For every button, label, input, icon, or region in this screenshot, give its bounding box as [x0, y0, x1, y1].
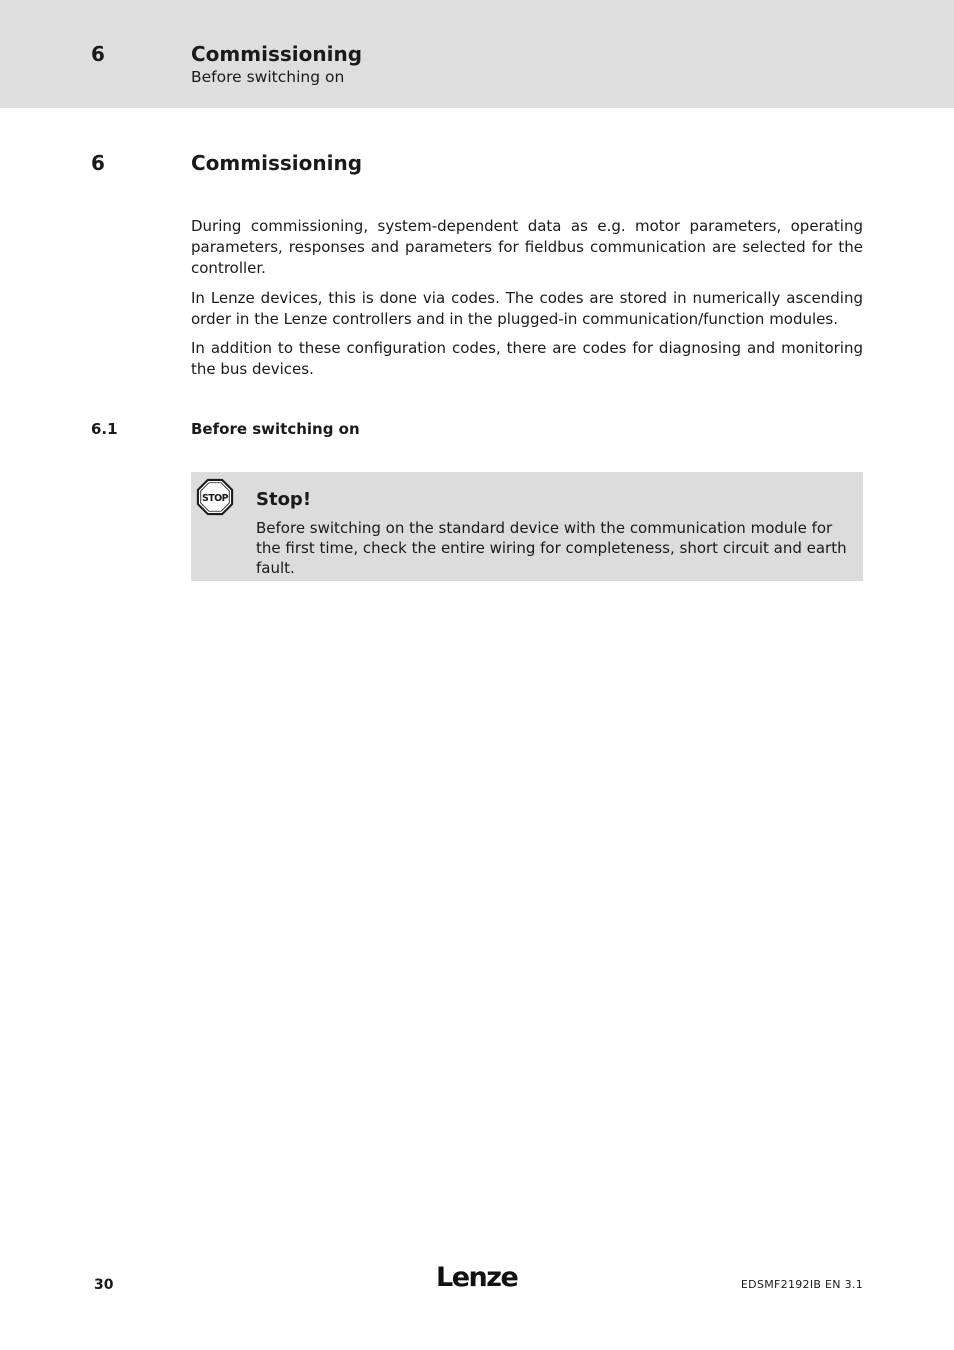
footer-page-number: 30	[94, 1277, 114, 1293]
stop-heading: Stop!	[256, 489, 312, 510]
footer-document-id: EDSMF2192IB EN 3.1	[740, 1278, 863, 1291]
paragraph-codes: In Lenze devices, this is done via codes. The codes are stored in numerically ascending order in the Lenze controllers and in the plugged-in communication/function modules.	[191, 289, 863, 328]
paragraph-commissioning-intro: During commissioning, system-dependent data as e.g. motor parameters, operating parameters, responses and parameters for fieldbus communication are selected for the controller.	[191, 217, 863, 277]
header-subtitle: Before switching on	[191, 68, 345, 86]
section-number: 6.1	[91, 420, 118, 438]
header-chapter-number: 6	[91, 42, 105, 66]
stop-icon-label: STOP	[201, 492, 229, 504]
header-chapter-title: Commissioning	[191, 42, 363, 66]
section-title: Before switching on	[191, 420, 360, 438]
stop-text: Before switching on the standard device with the communication module for the first time, check the entire wiring for completeness, short circuit and earth fault.	[256, 519, 847, 577]
chapter-number: 6	[91, 151, 105, 175]
chapter-title: Commissioning	[191, 151, 363, 175]
paragraph-diagnostic-codes: In addition to these configuration codes, there are codes for diagnosing and monitoring the bus devices.	[191, 339, 863, 378]
stop-sign-icon	[196, 478, 234, 516]
lenze-logo: Lenze	[436, 1262, 518, 1293]
page-header-band	[0, 0, 954, 108]
stop-notice-box	[191, 472, 863, 581]
